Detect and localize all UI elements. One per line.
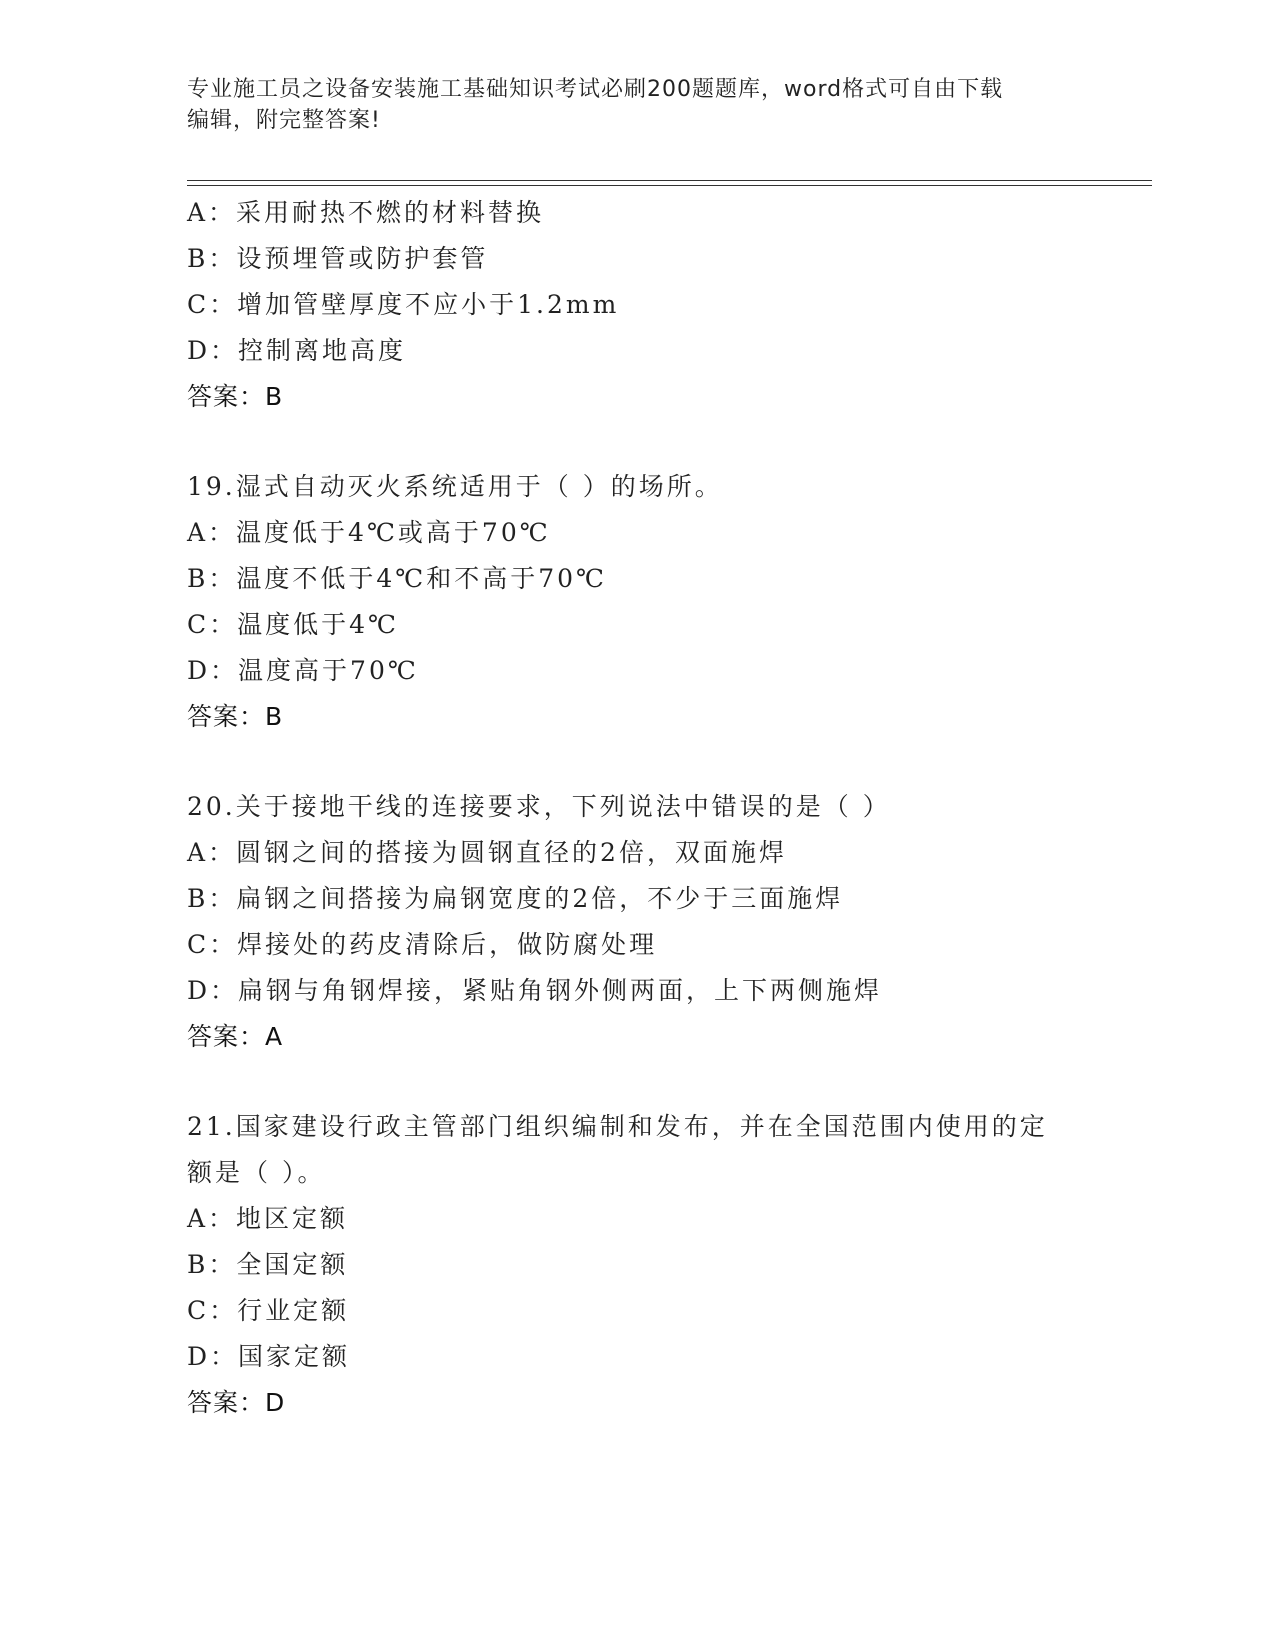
option-d: D：温度高于70℃	[187, 656, 419, 685]
document-header	[187, 74, 1087, 136]
option-d: D：控制离地高度	[187, 336, 407, 365]
option-a: A：采用耐热不燃的材料替换	[187, 198, 545, 227]
question-block-18	[187, 190, 1087, 420]
question-text: 20.关于接地干线的连接要求，下列说法中错误的是（ ）	[187, 792, 891, 821]
option-c: C：增加管壁厚度不应小于1.2mm	[187, 290, 620, 319]
option-c: C：焊接处的药皮清除后，做防腐处理	[187, 930, 658, 959]
option-b: B：全国定额	[187, 1250, 349, 1279]
question-text: 19.湿式自动灭火系统适用于（ ）的场所。	[187, 472, 723, 501]
option-b: B：温度不低于4℃和不高于70℃	[187, 564, 608, 593]
answer-line: 答案：B	[187, 382, 284, 411]
question-text-continued: 额是（ ）。	[187, 1158, 326, 1187]
option-c: C：温度低于4℃	[187, 610, 400, 639]
question-block-20	[187, 784, 1087, 1060]
option-b: B：设预埋管或防护套管	[187, 244, 489, 273]
option-a: A：圆钢之间的搭接为圆钢直径的2倍，双面施焊	[187, 838, 787, 867]
header-divider-bottom	[187, 185, 1152, 186]
option-b: B：扁钢之间搭接为扁钢宽度的2倍，不少于三面施焊	[187, 884, 844, 913]
question-block-21	[187, 1104, 1087, 1426]
option-d: D：国家定额	[187, 1342, 351, 1371]
option-a: A：温度低于4℃或高于70℃	[187, 518, 551, 547]
header-line-2: 编辑，附完整答案!	[187, 108, 381, 133]
header-divider-top	[187, 180, 1152, 181]
answer-line: 答案：A	[187, 1022, 284, 1051]
question-list	[187, 190, 1087, 1426]
answer-line: 答案：B	[187, 702, 284, 731]
answer-line: 答案：D	[187, 1388, 286, 1417]
question-block-19	[187, 464, 1087, 740]
option-c: C：行业定额	[187, 1296, 350, 1325]
header-line-1: 专业施工员之设备安装施工基础知识考试必刷200题题库，word格式可自由下载	[187, 77, 1004, 102]
question-text: 21.国家建设行政主管部门组织编制和发布，并在全国范围内使用的定	[187, 1112, 1048, 1141]
option-a: A：地区定额	[187, 1204, 349, 1233]
option-d: D：扁钢与角钢焊接，紧贴角钢外侧两面，上下两侧施焊	[187, 976, 883, 1005]
